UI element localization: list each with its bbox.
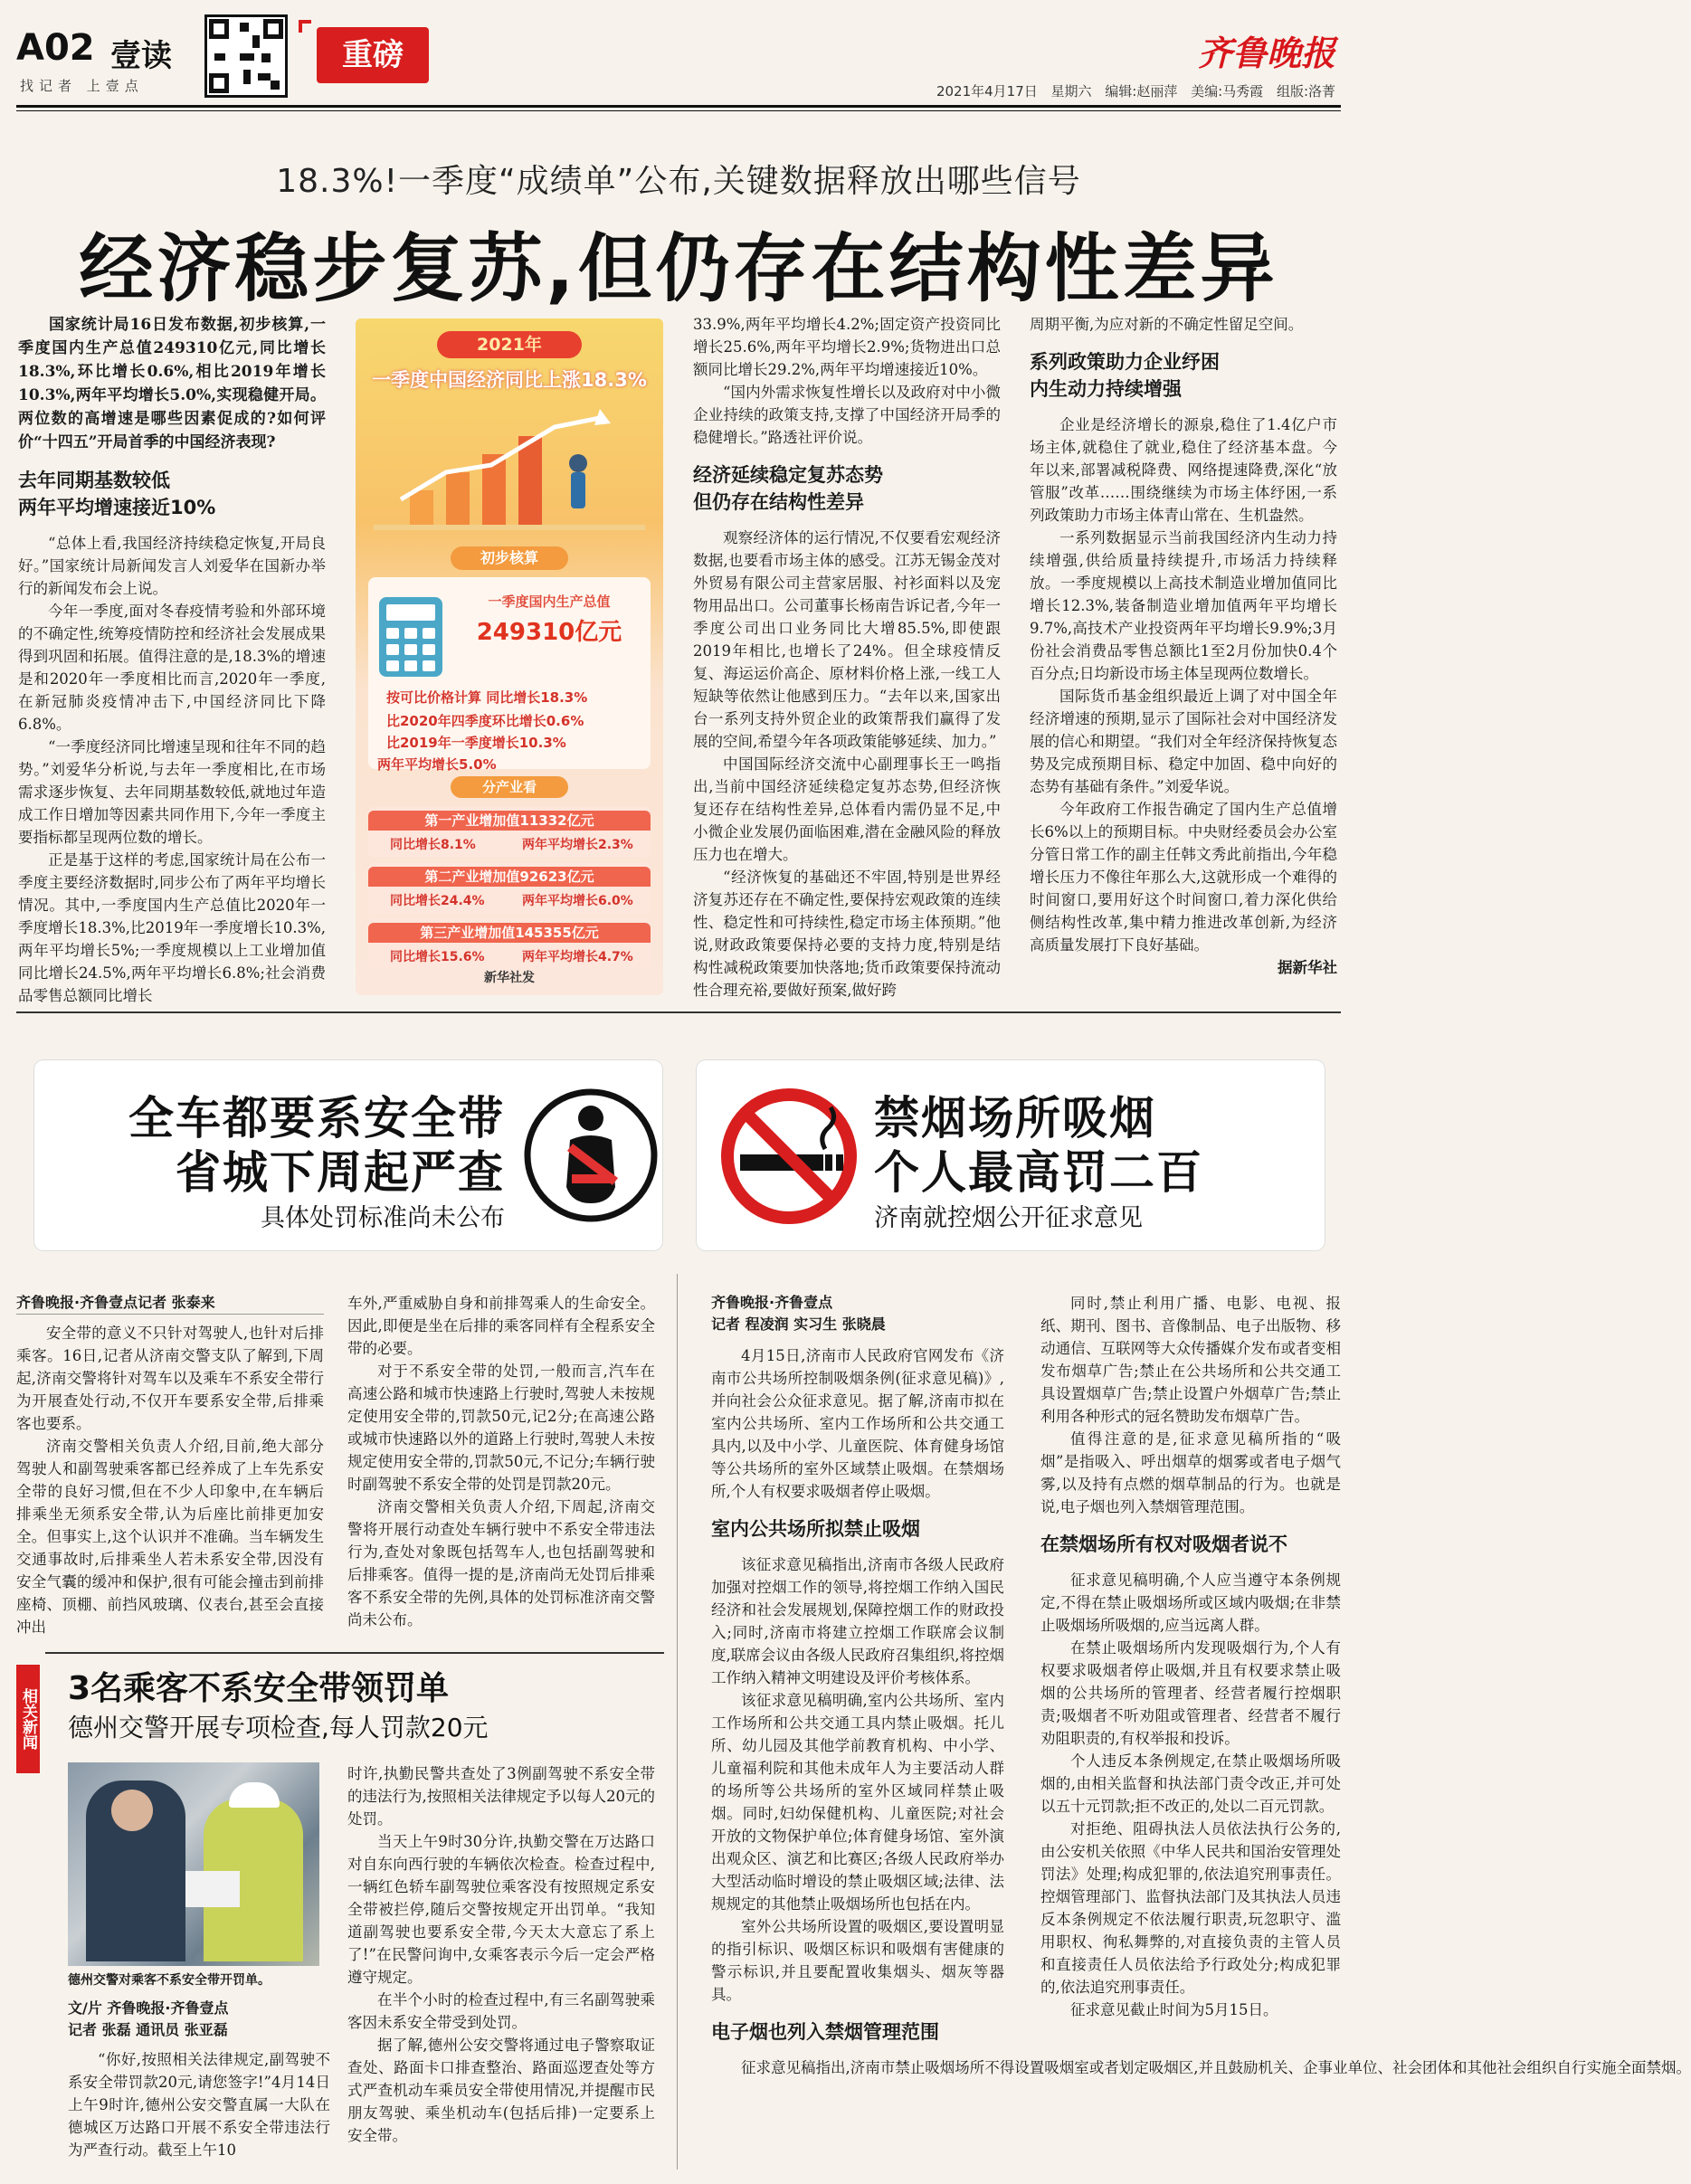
section-heading: 电子烟也列入禁烟管理范围	[711, 2021, 939, 2043]
gdp-line: 按可比价格计算 同比增长18.3%	[386, 689, 588, 706]
paragraph: “你好,按照相关法律规定,副驾驶不系安全带罚款20元,请您签字!”4月14日上午9时许,德州公安交警直属一大队在德城区万达路口开展不系安全带违法行为严查行动。截至上午10	[68, 2051, 330, 2159]
industry-title: 第三产业增加值145355亿元	[368, 923, 651, 943]
paragraph: 对拒绝、阻碍执法人员依法执行公务的,由公安机关依照《中华人民共和国治安管理处罚法》处理;构成犯罪的,依法追究刑事责任。控烟管理部门、监督执法部门及其执法人员违反本条例规定不依法履行职责,玩忽职守、滥用职权、徇私舞弊的,对直接负责的主管人员和直接责任人员依法给予行政处分;构成犯罪的,依法追究刑事责任。	[1040, 1820, 1341, 1996]
section-tag: 重磅	[317, 27, 429, 83]
paragraph: 据了解,德州公安交警将通过电子警察取证查处、路面卡口排查整治、路面巡逻查处等方式严查机动车乘员安全带使用情况,并提醒市民朋友驾驶、乘坐机动车(包括后排)一定要系上安全带。	[347, 2037, 655, 2144]
article-smoking-col2	[1040, 1292, 1341, 2021]
paragraph: 安全带的意义不只针对驾驶人,也针对后排乘客。16日,记者从济南交警支队了解到,下周起,济南交警将针对驾车以及乘车不系安全带行为开展查处行动,不仅开车要系安全带,后排乘客也要系。	[16, 1325, 324, 1432]
paragraph: 周期平衡,为应对新的不确定性留足空间。	[1030, 316, 1304, 333]
section-slogan: 找记者 上壹点	[20, 78, 144, 94]
banner-subtitle: 具体处罚标准尚未公布	[261, 1204, 505, 1232]
photo-caption: 德州交警对乘客不系安全带开罚单。	[68, 1973, 271, 1988]
infographic-title: 一季度中国经济同比上涨18.3%	[372, 369, 647, 391]
paragraph: 国际货币基金组织最近上调了对中国全年经济增速的预期,显示了国际社会对中国经济发展的信心和期望。“我们对全年经济保持恢复态势及完成预期目标、稳定中加固、稳中向好的态势有基础有条件。”刘爱华说。	[1030, 688, 1337, 795]
section-heading: 系列政策助力企业纾困 内生动力持续增强	[1030, 351, 1220, 400]
article-byline: 齐鲁晚报·齐鲁壹点记者 张泰来	[16, 1292, 324, 1315]
column-divider	[677, 1274, 678, 2170]
section-heading: 经济延续稳定复苏态势 但仍存在结构性差异	[693, 464, 883, 513]
infographic-source: 新华社发	[484, 971, 535, 985]
paragraph: 同时,禁止利用广播、电影、电视、报纸、期刊、图书、音像制品、电子出版物、移动通信、互联网等大众传播媒介发布或者变相发布烟草广告;禁止在公共场所和公共交通工具设置烟草广告;禁止设置户外烟草广告;禁止利用各种形式的冠名赞助发布烟草广告。	[1040, 1295, 1341, 1425]
paragraph: 对于不系安全带的处罚,一般而言,汽车在高速公路和城市快速路上行驶时,驾驶人未按规定使用安全带的,罚款50元,记2分;在高速公路或城市快速路以外的道路上行驶时,驾驶人未按规定使用安全带的,罚款50元,不记分;车辆行驶时副驾驶不系安全带的处罚是罚款20元。	[347, 1363, 655, 1493]
gdp-line: 两年平均增长5.0%	[377, 756, 497, 773]
paragraph: 该征求意见稿明确,室内公共场所、室内工作场所和公共交通工具内禁止吸烟。托儿所、幼儿园及其他学前教育机构、中小学、儿童福利院和其他未成年人为主要活动人群的场所等公共场所的室外区域同样禁止吸烟。同时,妇幼保健机构、儿童医院;对社会开放的文物保护单位;体育健身场馆、室外演出观众区、演艺和比赛区;各级人民政府举办大型活动临时增设的禁止吸烟区域;法律、法规规定的其他禁止吸烟场所也包括在内。	[711, 1692, 1004, 1913]
banner-title: 禁烟场所吸烟	[874, 1092, 1156, 1144]
paragraph: 在半个小时的检查过程中,有三名副驾驶乘客因未系安全带受到处罚。	[347, 1991, 655, 2031]
inset-byline: 记者 张磊 通讯员 张亚磊	[68, 2021, 228, 2038]
section-heading: 室内公共场所拟禁止吸烟	[711, 1518, 920, 1540]
paragraph: 征求意见稿明确,个人应当遵守本条例规定,不得在禁止吸烟场所或区域内吸烟;在非禁止吸烟场所吸烟的,应当远离人群。	[1040, 1572, 1341, 1634]
story-headline: 经济稳步复苏,但仍存在结构性差异	[79, 226, 1278, 312]
paragraph: 一系列数据显示当前我国经济内生动力持续增强,供给质量持续提升,市场活力持续释放。一季度规模以上高技术制造业增加值同比增长12.3%,装备制造业增加值两年平均增长9.7%,高技术产业投资两年平均增长9.9%;3月份社会消费品零售总额比1至2月份加快0.4个百分点;日均新设市场主体呈现两位数增长。	[1030, 529, 1337, 682]
paragraph: 今年一季度,面对冬春疫情考验和外部环境的不确定性,统筹疫情防控和经济社会发展成果得到巩固和拓展。值得注意的是,18.3%的增速是和2020年一季度相比而言,2020年一季度,在新冠肺炎疫情冲击下,中国经济同比下降6.8%。	[18, 603, 326, 733]
paragraph: 济南交警相关负责人介绍,目前,绝大部分驾驶人和副驾驶乘客都已经养成了上车先系安全带的良好习惯,但在不少人印象中,在车辆后排乘坐无须系安全带,认为后座比前排更加安全。但事实上,这个认识并不准确。当车辆发生交通事故时,后排乘坐人若未系安全带,因没有安全气囊的缓冲和保护,很有可能会撞击到前排座椅、顶棚、前挡风玻璃、仪表台,甚至会直接冲出	[16, 1438, 324, 1636]
inset-col1	[68, 1998, 330, 2161]
paragraph: “国内外需求恢复性增长以及政府对中小微企业持续的政策支持,支撑了中国经济开局季的稳健增长。”路透社评价说。	[693, 384, 1001, 446]
gdp-card	[368, 577, 651, 773]
inset-subtitle: 德州交警开展专项检查,每人罚款20元	[68, 1713, 489, 1742]
seatbelt-banner	[34, 1060, 662, 1250]
header-rule	[16, 105, 1341, 108]
gdp-label: 一季度国内生产总值	[488, 593, 611, 610]
banner-title: 个人最高罚二百	[874, 1146, 1203, 1199]
tag-corner-mark	[299, 20, 311, 33]
industry-growth: 同比增长8.1%	[390, 838, 476, 852]
rising-chart-illustration	[374, 409, 645, 536]
page-number: A02	[16, 27, 95, 69]
related-news-label: 相关新闻	[16, 1665, 40, 1773]
story-subhead: 18.3%!一季度“成绩单”公布,关键数据释放出哪些信号	[276, 163, 1081, 200]
industry-box	[368, 919, 651, 970]
paragraph: 当天上午9时30分许,执勤交警在万达路口对自东向西行驶的车辆依次检查。检查过程中,一辆红色轿车副驾驶位乘客没有按照规定系安全带被拦停,随后交警按规定开出罚单。“我知道副驾驶也要系安全带,今天太大意忘了系上了!”在民警问询中,女乘客表示今后一定会严格遵守规定。	[347, 1833, 655, 1986]
article-byline: 齐鲁晚报·齐鲁壹点	[711, 1294, 833, 1311]
paragraph: 正是基于这样的考虑,国家统计局在公布一季度主要经济数据时,同步公布了两年平均增长情况。其中,一季度国内生产总值比2020年一季度增长18.3%,比2019年一季度增长10.3%,两年平均增长5%;一季度规模以上工业增加值同比增长24.5%,两年平均增长6.8%;社会消费品零售总额同比增长	[18, 851, 326, 1004]
inset-col2	[347, 1762, 655, 2147]
banner-subtitle: 济南就控烟公开征求意见	[874, 1204, 1143, 1232]
section-divider	[16, 1011, 1341, 1013]
paragraph: 室外公共场所设置的吸烟区,要设置明显的指引标识、吸烟区标识和吸烟有害健康的警示标识,并且要配置收集烟头、烟灰等器具。	[711, 1918, 1004, 2003]
gdp-line: 比2019年一季度增长10.3%	[386, 735, 566, 751]
article-economy-col3	[1030, 313, 1337, 979]
gdp-value: 249310亿元	[476, 619, 622, 646]
paragraph: 车外,严重威胁自身和前排驾乘人的生命安全。因此,即便是坐在后排的乘客同样有全程系安全带的必要。	[347, 1295, 655, 1357]
article-lead: 国家统计局16日发布数据,初步核算,一季度国内生产总值249310亿元,同比增长18.3%,环比增长0.6%,相比2019年增长10.3%,两年平均增长5.0%,实现稳健开局。两位数的高增速是哪些因素促成的?如何评价“十四五”开局首季的中国经济表现?	[18, 316, 326, 451]
industry-growth: 同比增长15.6%	[390, 950, 485, 964]
paragraph: 济南交警相关负责人介绍,下周起,济南交警将开展行动查处车辆行驶中不系安全带违法行为,查处对象既包括驾车人,也包括副驾驶和后排乘客。值得一提的是,济南尚无处罚后排乘客不系安全带的先例,具体的处罚标准济南交警尚未公布。	[347, 1498, 655, 1629]
paragraph: “一季度经济同比增速呈现和往年不同的趋势。”刘爱华分析说,与去年一季度相比,在市场需求逐步恢复、去年同期基数较低,就地过年造成工作日增加等因素共同作用下,今年一季度主要指标都呈现两位数的增长。	[18, 738, 326, 846]
qr-code-icon[interactable]	[204, 14, 288, 98]
paragraph: “总体上看,我国经济持续稳定恢复,开局良好。”国家统计局新闻发言人刘爱华在国新办举行的新闻发布会上说。	[18, 535, 326, 597]
paragraph: 4月15日,济南市人民政府官网发布《济南市公共场所控制吸烟条例(征求意见稿)》,并向社会公众征求意见。据了解,济南市拟在室内公共场所、室内工作场所和公共交通工具内,以及中小学、儿童医院、体育健身场馆等公共场所的室外区域禁止吸烟。在禁烟场所,个人有权要求吸烟者停止吸烟。	[711, 1347, 1004, 1500]
industry-growth: 同比增长24.4%	[390, 894, 485, 908]
section-name: 壹读	[110, 38, 172, 74]
calculator-icon	[379, 597, 442, 677]
paragraph: 个人违反本条例规定,在禁止吸烟场所吸烟的,由相关监督和执法部门责令改正,并可处以五十元罚款;拒不改正的,处以二百元罚款。	[1040, 1752, 1341, 1815]
section-heading: 在禁烟场所有权对吸烟者说不	[1040, 1534, 1287, 1555]
infographic-year: 2021年	[437, 331, 582, 358]
seatbelt-icon	[523, 1087, 659, 1223]
industry-avg: 两年平均增长6.0%	[522, 894, 633, 908]
paragraph: 今年政府工作报告确定了国内生产总值增长6%以上的预期目标。中央财经委员会办公室分管日常工作的副主任韩文秀此前指出,今年稳增长压力不像往年那么大,这就形成一个难得的时间窗口,要用好这个时间窗口,着力深化供给侧结构性改革,集中精力推进改革创新,为经济高质量发展打下良好基础。	[1030, 801, 1337, 954]
paragraph: 该征求意见稿指出,济南市各级人民政府加强对控烟工作的领导,将控烟工作纳入国民经济和社会发展规划,保障控烟工作的财政投入;同时,济南市将建立控烟工作联席会议制度,联席会议由各级人民政府召集组织,将控烟工作纳入精神文明建设及评价考核体系。	[711, 1556, 1004, 1686]
article-economy-col2	[693, 313, 1001, 1002]
paragraph: 征求意见截止时间为5月15日。	[1070, 2001, 1278, 2018]
banner-title: 全车都要系安全带	[128, 1092, 505, 1144]
inset-byline: 文/片 齐鲁晚报·齐鲁壹点	[68, 1999, 229, 2017]
infographic-chip: 分产业看	[451, 776, 568, 798]
header-rule-thin	[16, 110, 1341, 111]
paragraph: 征求意见稿指出,济南市禁止吸烟场所不得设置吸烟室或者划定吸烟区,并且鼓励机关、企事业单位、社会团体和其他社会组织自行实施全面禁烟。	[741, 2059, 1691, 2076]
industry-box	[368, 863, 651, 914]
paragraph: 中国国际经济交流中心副理事长王一鸣指出,当前中国经济延续稳定复苏态势,但经济恢复还存在结构性差异,总体看内需仍显不足,中小微企业发展仍面临困难,潜在金融风险的释放压力也在增大。	[693, 755, 1001, 863]
newspaper-logo: 齐鲁晚报	[1197, 33, 1335, 73]
industry-title: 第二产业增加值92623亿元	[368, 867, 651, 887]
article-seatbelt-col2	[347, 1292, 655, 1631]
article-seatbelt-col1	[16, 1292, 324, 1638]
gdp-infographic	[356, 318, 663, 995]
inset-title: 3名乘客不系安全带领罚单	[68, 1670, 450, 1707]
article-byline: 记者 程凌润 实习生 张晓晨	[711, 1315, 886, 1333]
section-heading: 去年同期基数较低 两年平均增速接近10%	[18, 470, 216, 518]
paragraph: “经济恢复的基础还不牢固,特别是世界经济复苏还存在不确定性,要保持宏观政策的连续性、稳定性和可持续性,稳定市场主体预期。”他说,财政政策要保持必要的支持力度,特别是结构性减税政策要加快落地;货币政策要保持流动性合理充裕,要做好预案,做好跨	[693, 869, 1001, 999]
article-source: 据新华社	[1278, 959, 1337, 976]
paragraph: 33.9%,两年平均增长4.2%;固定资产投资同比增长25.6%,两年平均增长2.9%;货物进出口总额同比增长29.2%,两年平均增速接近10%。	[693, 316, 1001, 378]
traffic-police-photo	[68, 1762, 319, 1966]
industry-avg: 两年平均增长2.3%	[522, 838, 633, 852]
industry-box	[368, 807, 651, 858]
paragraph: 在禁止吸烟场所内发现吸烟行为,个人有权要求吸烟者停止吸烟,并且有权要求禁止吸烟的公共场所的管理者、经营者履行控烟职责;吸烟者不听劝阻或管理者、经营者不履行劝阻职责的,有权举报和投诉。	[1040, 1639, 1341, 1747]
article-economy-col1	[18, 313, 326, 1007]
smoking-banner	[697, 1060, 1325, 1250]
banner-title: 省城下周起严查	[176, 1146, 505, 1199]
gdp-line: 比2020年四季度环比增长0.6%	[386, 713, 584, 729]
paragraph: 观察经济体的运行情况,不仅要看宏观经济数据,也要看市场主体的感受。江苏无锡金茂对外贸易有限公司主营家居服、衬衫面料以及宠物用品出口。公司董事长杨南告诉记者,今年一季度公司出口业务同比大增85.5%,即使跟2019年相比,也增长了24%。但全球疫情反复、海运运价高企、原材料价格上涨,一线工人短缺等依然让他感到压力。“去年以来,国家出台一系列支持外贸企业的政策帮我们赢得了发展的空间,希望今年各项政策能够延续、加力。”	[693, 529, 1001, 750]
infographic-chip: 初步核算	[451, 546, 568, 570]
industry-title: 第一产业增加值11332亿元	[368, 811, 651, 831]
paragraph: 值得注意的是,征求意见稿所指的“吸烟”是指吸入、呼出烟草的烟雾或者电子烟气雾,以及持有点燃的烟草制品的行为。也就是说,电子烟也列入禁烟管理范围。	[1040, 1430, 1341, 1515]
inset-rule	[45, 1652, 664, 1654]
no-smoking-icon	[718, 1086, 860, 1227]
industry-avg: 两年平均增长4.7%	[522, 950, 633, 964]
issue-meta: 2021年4月17日 星期六 编辑:赵丽萍 美编:马秀霞 组版:洛菁	[936, 83, 1335, 100]
paragraph: 企业是经济增长的源泉,稳住了1.4亿户市场主体,就稳住了就业,稳住了经济基本盘。今年以来,部署减税降费、网络提速降费,深化“放管服”改革……围绕继续为市场主体纾困,一系列政策助力市场主体青山常在、生机盎然。	[1030, 416, 1337, 524]
paragraph: 时许,执勤民警共查处了3例副驾驶不系安全带的违法行为,按照相关法律规定予以每人20元的处罚。	[347, 1765, 655, 1828]
